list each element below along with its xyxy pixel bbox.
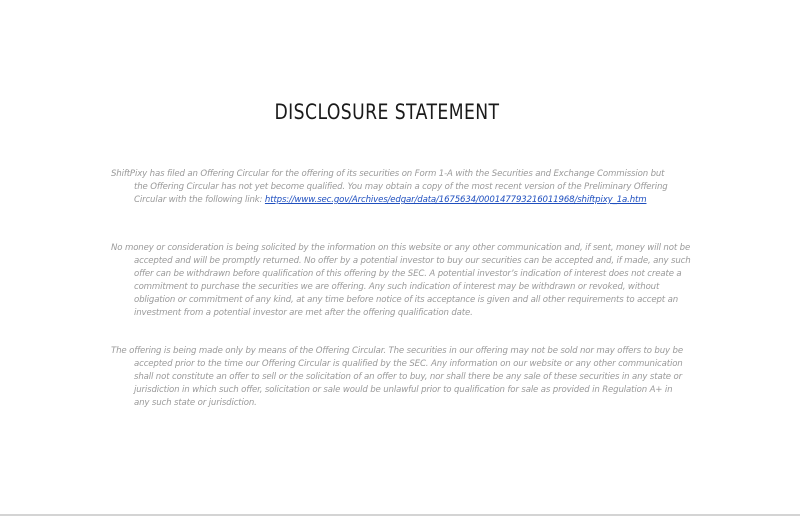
paragraph-offering-terms: The offering is being made only by means of the Offering Circular. The securities in our offering may not be sold nor may offers to buy be accepted prior to the time our Offering Circular is qualified by the SEC. Any information on our website or any other communication shall not constitute an offer to sell or the solicitation of an offer to buy, nor shall there be any sale of these securities in any state or jurisdiction in which such offer, solicitation or sale would be unlawful prior to qualification for sale as provided in Regulation A+ in any such state or jurisdiction. bbox=[111, 346, 683, 408]
offering-circular-link[interactable]: https://www.sec.gov/Archives/edgar/data/1675634/000147793216011968/shiftpixy_1a.htm bbox=[264, 195, 647, 205]
page-title: DISCLOSURE STATEMENT bbox=[274, 100, 500, 124]
paragraph-offering-circular-text: ShiftPixy has filed an Offering Circular for the offering of its securities on Form 1-A with the Securities and Exchange Commission but the Offering Circular has not yet become qualified. You may obtain a copy of the most recent version of the Preliminary Offering Circular with the following link: bbox=[111, 169, 668, 205]
paragraph-no-solicitation: No money or consideration is being solicited by the information on this website or any other communication and, if sent, money will not be accepted and will be promptly returned. No offer by a potential investor to buy our securities can be accepted and, if made, any such offer can be withdrawn before qualification of this offering by the SEC. A potential investor’s indication of interest does not create a commitment to purchase the securities we are offering. Any such indication of interest may be withdrawn or revoked, without obligation or commitment of any kind, at any time before notice of its acceptance is given and all other requirements to accept an investment from a potential investor are met after the offering qualification date. bbox=[111, 243, 691, 318]
paragraph-offering-circular bbox=[111, 168, 679, 207]
